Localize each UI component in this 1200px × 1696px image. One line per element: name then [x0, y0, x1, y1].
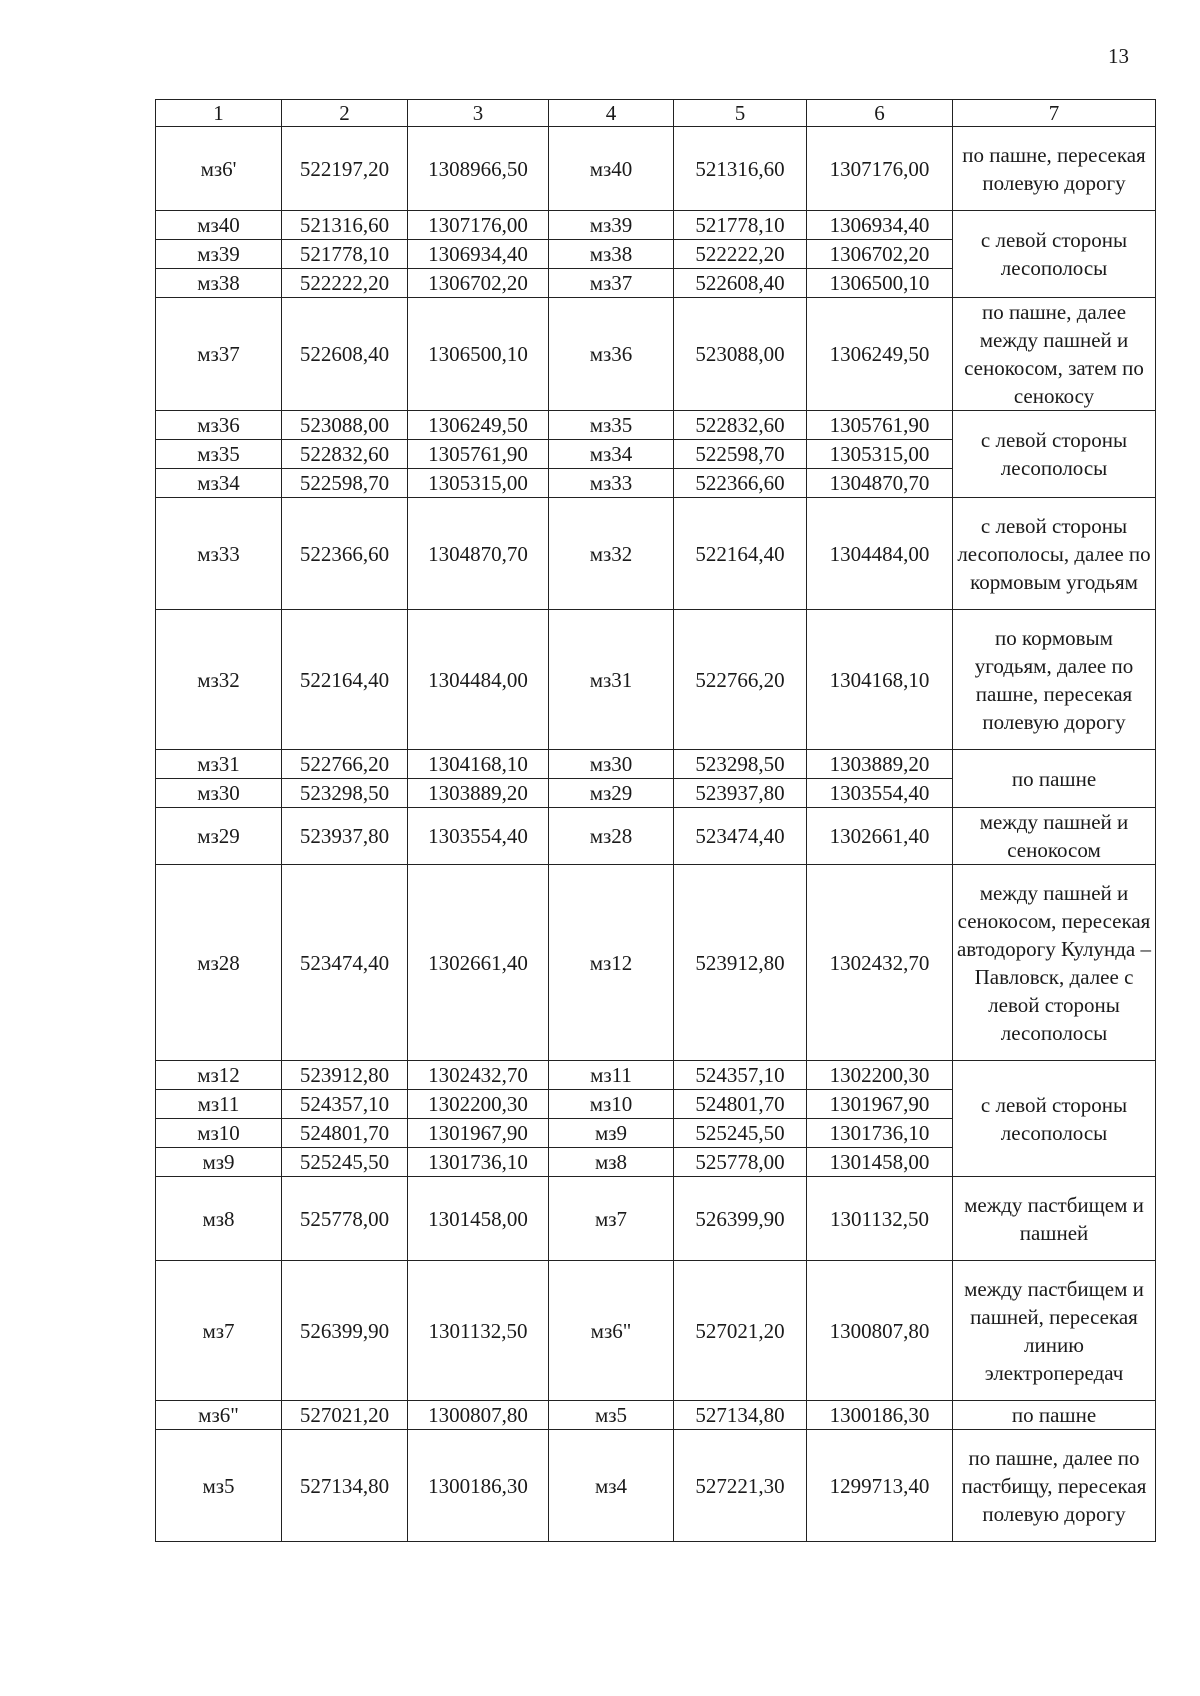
y-from-cell: 1303554,40 [408, 808, 549, 865]
point-to-cell: мз37 [549, 269, 674, 298]
y-from-cell: 1302432,70 [408, 1061, 549, 1090]
point-to-cell: мз33 [549, 469, 674, 498]
x-to-cell: 525778,00 [674, 1148, 807, 1177]
point-to-cell: мз36 [549, 298, 674, 411]
x-to-cell: 524357,10 [674, 1061, 807, 1090]
point-from-cell: мз35 [156, 440, 282, 469]
x-to-cell: 522608,40 [674, 269, 807, 298]
y-from-cell: 1300807,80 [408, 1401, 549, 1430]
boundary-coordinates-table [155, 99, 1156, 1542]
point-to-cell: мз5 [549, 1401, 674, 1430]
column-number: 6 [807, 100, 953, 127]
description-cell: по кормовым угодьям, далее по пашне, пересекая полевую дорогу [953, 610, 1156, 750]
x-to-cell: 527221,30 [674, 1430, 807, 1542]
table-row [156, 610, 1156, 750]
x-from-cell: 523474,40 [282, 865, 408, 1061]
y-to-cell: 1304484,00 [807, 498, 953, 610]
y-from-cell: 1308966,50 [408, 127, 549, 211]
x-from-cell: 522164,40 [282, 610, 408, 750]
x-from-cell: 522598,70 [282, 469, 408, 498]
x-to-cell: 523912,80 [674, 865, 807, 1061]
y-from-cell: 1306249,50 [408, 411, 549, 440]
y-from-cell: 1306500,10 [408, 298, 549, 411]
point-from-cell: мз36 [156, 411, 282, 440]
y-from-cell: 1301132,50 [408, 1261, 549, 1401]
table-row [156, 1261, 1156, 1401]
x-from-cell: 523088,00 [282, 411, 408, 440]
column-number: 1 [156, 100, 282, 127]
description-cell: по пашне, далее между пашней и сенокосом, затем по сенокосу [953, 298, 1156, 411]
x-from-cell: 526399,90 [282, 1261, 408, 1401]
y-to-cell: 1307176,00 [807, 127, 953, 211]
x-to-cell: 524801,70 [674, 1090, 807, 1119]
x-to-cell: 522766,20 [674, 610, 807, 750]
y-from-cell: 1305761,90 [408, 440, 549, 469]
y-from-cell: 1306934,40 [408, 240, 549, 269]
point-to-cell: мз34 [549, 440, 674, 469]
description-cell: с левой стороны лесополосы [953, 211, 1156, 298]
x-to-cell: 521316,60 [674, 127, 807, 211]
point-from-cell: мз8 [156, 1177, 282, 1261]
y-to-cell: 1303554,40 [807, 779, 953, 808]
x-to-cell: 523088,00 [674, 298, 807, 411]
description-cell: с левой стороны лесополосы, далее по кормовым угодьям [953, 498, 1156, 610]
point-to-cell: мз39 [549, 211, 674, 240]
column-number: 4 [549, 100, 674, 127]
description-cell: по пашне, пересекая полевую дорогу [953, 127, 1156, 211]
x-to-cell: 522164,40 [674, 498, 807, 610]
y-from-cell: 1301458,00 [408, 1177, 549, 1261]
table-body [156, 127, 1156, 1542]
x-from-cell: 523912,80 [282, 1061, 408, 1090]
table-row [156, 498, 1156, 610]
y-from-cell: 1304870,70 [408, 498, 549, 610]
y-to-cell: 1306934,40 [807, 211, 953, 240]
x-from-cell: 522608,40 [282, 298, 408, 411]
x-from-cell: 527021,20 [282, 1401, 408, 1430]
x-to-cell: 527134,80 [674, 1401, 807, 1430]
x-from-cell: 522766,20 [282, 750, 408, 779]
x-to-cell: 523937,80 [674, 779, 807, 808]
y-from-cell: 1306702,20 [408, 269, 549, 298]
x-to-cell: 522832,60 [674, 411, 807, 440]
y-to-cell: 1301132,50 [807, 1177, 953, 1261]
table-row [156, 1401, 1156, 1430]
x-from-cell: 522197,20 [282, 127, 408, 211]
x-to-cell: 522366,60 [674, 469, 807, 498]
point-to-cell: мз32 [549, 498, 674, 610]
point-from-cell: мз7 [156, 1261, 282, 1401]
description-cell: по пашне, далее по пастбищу, пересекая полевую дорогу [953, 1430, 1156, 1542]
point-to-cell: мз6" [549, 1261, 674, 1401]
y-to-cell: 1304168,10 [807, 610, 953, 750]
page-number: 13 [1108, 44, 1129, 68]
point-from-cell: мз40 [156, 211, 282, 240]
y-to-cell: 1301736,10 [807, 1119, 953, 1148]
y-to-cell: 1306500,10 [807, 269, 953, 298]
x-from-cell: 527134,80 [282, 1430, 408, 1542]
point-to-cell: мз11 [549, 1061, 674, 1090]
description-cell: с левой стороны лесополосы [953, 1061, 1156, 1177]
description-cell: по пашне [953, 1401, 1156, 1430]
x-to-cell: 525245,50 [674, 1119, 807, 1148]
x-from-cell: 521316,60 [282, 211, 408, 240]
y-from-cell: 1305315,00 [408, 469, 549, 498]
x-to-cell: 522598,70 [674, 440, 807, 469]
point-from-cell: мз10 [156, 1119, 282, 1148]
point-from-cell: мз37 [156, 298, 282, 411]
x-to-cell: 521778,10 [674, 211, 807, 240]
y-to-cell: 1302200,30 [807, 1061, 953, 1090]
point-from-cell: мз11 [156, 1090, 282, 1119]
y-to-cell: 1304870,70 [807, 469, 953, 498]
y-to-cell: 1301458,00 [807, 1148, 953, 1177]
x-to-cell: 523298,50 [674, 750, 807, 779]
description-cell: по пашне [953, 750, 1156, 808]
column-number: 5 [674, 100, 807, 127]
y-from-cell: 1301967,90 [408, 1119, 549, 1148]
x-from-cell: 523298,50 [282, 779, 408, 808]
point-from-cell: мз38 [156, 269, 282, 298]
x-from-cell: 525245,50 [282, 1148, 408, 1177]
y-to-cell: 1306702,20 [807, 240, 953, 269]
y-to-cell: 1300186,30 [807, 1401, 953, 1430]
point-from-cell: мз30 [156, 779, 282, 808]
y-to-cell: 1306249,50 [807, 298, 953, 411]
table-row [156, 865, 1156, 1061]
point-to-cell: мз8 [549, 1148, 674, 1177]
description-cell: между пастбищем и пашней [953, 1177, 1156, 1261]
point-from-cell: мз29 [156, 808, 282, 865]
column-number: 7 [953, 100, 1156, 127]
point-from-cell: мз39 [156, 240, 282, 269]
column-number: 3 [408, 100, 549, 127]
y-to-cell: 1299713,40 [807, 1430, 953, 1542]
point-to-cell: мз7 [549, 1177, 674, 1261]
point-from-cell: мз31 [156, 750, 282, 779]
point-to-cell: мз28 [549, 808, 674, 865]
x-from-cell: 522366,60 [282, 498, 408, 610]
y-from-cell: 1300186,30 [408, 1430, 549, 1542]
x-from-cell: 524801,70 [282, 1119, 408, 1148]
y-from-cell: 1307176,00 [408, 211, 549, 240]
point-to-cell: мз9 [549, 1119, 674, 1148]
description-cell: с левой стороны лесополосы [953, 411, 1156, 498]
point-from-cell: мз32 [156, 610, 282, 750]
y-from-cell: 1304168,10 [408, 750, 549, 779]
point-to-cell: мз12 [549, 865, 674, 1061]
table-row [156, 1177, 1156, 1261]
x-to-cell: 526399,90 [674, 1177, 807, 1261]
y-to-cell: 1305761,90 [807, 411, 953, 440]
y-from-cell: 1302661,40 [408, 865, 549, 1061]
column-number: 2 [282, 100, 408, 127]
point-from-cell: мз33 [156, 498, 282, 610]
table-row [156, 1061, 1156, 1090]
point-from-cell: мз28 [156, 865, 282, 1061]
point-to-cell: мз35 [549, 411, 674, 440]
description-cell: между пашней и сенокосом, пересекая автодорогу Кулунда – Павловск, далее с левой стороны лесополосы [953, 865, 1156, 1061]
table-row [156, 1430, 1156, 1542]
x-from-cell: 521778,10 [282, 240, 408, 269]
x-from-cell: 522832,60 [282, 440, 408, 469]
point-to-cell: мз31 [549, 610, 674, 750]
point-from-cell: мз34 [156, 469, 282, 498]
table-row [156, 211, 1156, 240]
point-from-cell: мз12 [156, 1061, 282, 1090]
table-row [156, 808, 1156, 865]
description-cell: между пастбищем и пашней, пересекая линию электропередач [953, 1261, 1156, 1401]
x-from-cell: 524357,10 [282, 1090, 408, 1119]
point-to-cell: мз38 [549, 240, 674, 269]
y-from-cell: 1302200,30 [408, 1090, 549, 1119]
point-from-cell: мз6" [156, 1401, 282, 1430]
table-row [156, 298, 1156, 411]
x-from-cell: 525778,00 [282, 1177, 408, 1261]
y-to-cell: 1302661,40 [807, 808, 953, 865]
point-to-cell: мз40 [549, 127, 674, 211]
point-from-cell: мз6' [156, 127, 282, 211]
column-number-row [156, 100, 1156, 127]
table-row [156, 127, 1156, 211]
y-to-cell: 1303889,20 [807, 750, 953, 779]
y-from-cell: 1303889,20 [408, 779, 549, 808]
point-to-cell: мз10 [549, 1090, 674, 1119]
x-to-cell: 527021,20 [674, 1261, 807, 1401]
y-to-cell: 1300807,80 [807, 1261, 953, 1401]
y-to-cell: 1301967,90 [807, 1090, 953, 1119]
table-row [156, 411, 1156, 440]
y-from-cell: 1304484,00 [408, 610, 549, 750]
y-from-cell: 1301736,10 [408, 1148, 549, 1177]
x-to-cell: 523474,40 [674, 808, 807, 865]
table-row [156, 750, 1156, 779]
point-to-cell: мз29 [549, 779, 674, 808]
point-to-cell: мз30 [549, 750, 674, 779]
x-to-cell: 522222,20 [674, 240, 807, 269]
y-to-cell: 1302432,70 [807, 865, 953, 1061]
point-to-cell: мз4 [549, 1430, 674, 1542]
y-to-cell: 1305315,00 [807, 440, 953, 469]
point-from-cell: мз5 [156, 1430, 282, 1542]
point-from-cell: мз9 [156, 1148, 282, 1177]
description-cell: между пашней и сенокосом [953, 808, 1156, 865]
x-from-cell: 522222,20 [282, 269, 408, 298]
x-from-cell: 523937,80 [282, 808, 408, 865]
